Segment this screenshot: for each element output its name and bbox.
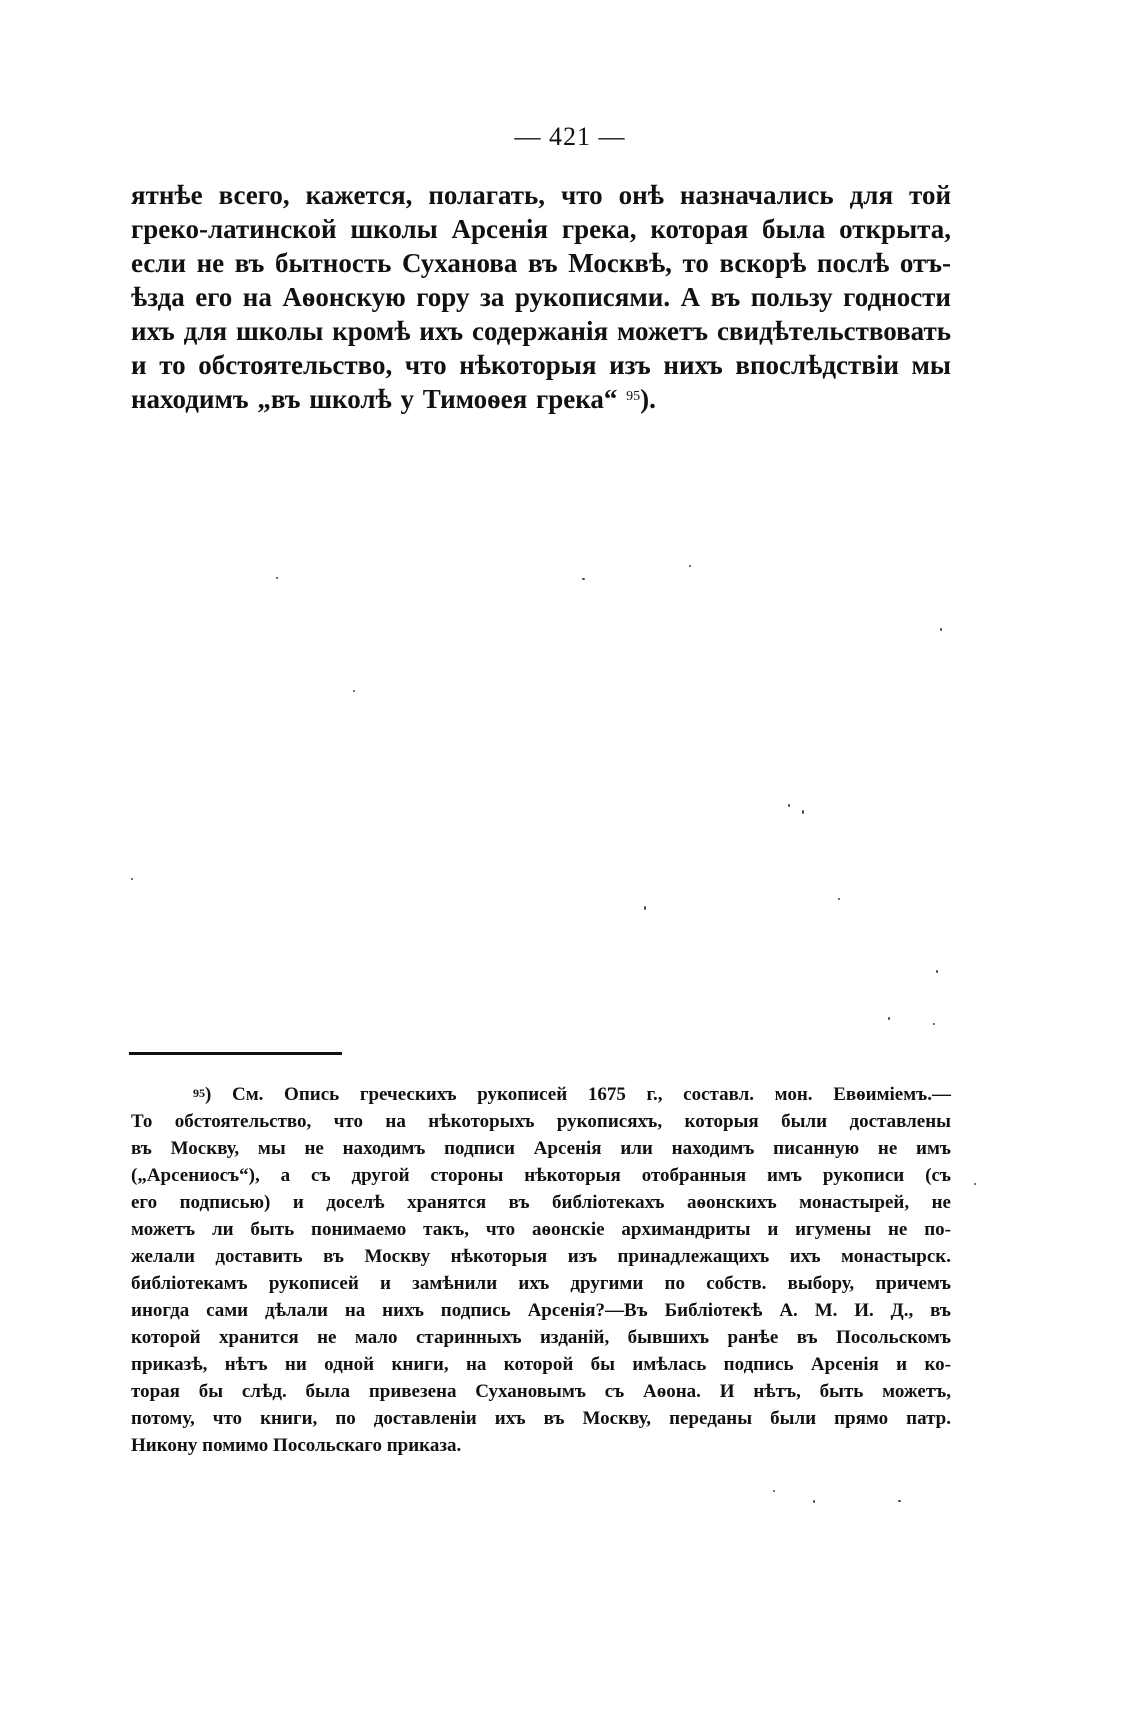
footnote-line-13: потому, что книги, по доставленіи ихъ въ Москву, переданы были прямо патр. xyxy=(131,1408,951,1429)
footnote-line-11: приказѣ, нѣтъ ни одной книги, на которой бы имѣлась подпись Арсенія и ко- xyxy=(131,1354,951,1375)
footnote-line-1 xyxy=(131,1081,951,1108)
main-text-line-3: если не въ бытность Суханова въ Москвѣ, то вскорѣ послѣ отъ- xyxy=(131,248,951,278)
footnote-line-6: можетъ ли быть понимаемо такъ, что аѳонскіе архимандриты и игумены не по- xyxy=(131,1219,951,1240)
footnote-line-3: въ Москву, мы не находимъ подписи Арсенія или находимъ писанную не имъ xyxy=(131,1138,951,1159)
footnote-block xyxy=(131,1081,951,1459)
footnote-line-12: торая бы слѣд. была привезена Сухановымъ съ Аѳона. И нѣтъ, быть можетъ, xyxy=(131,1381,951,1402)
footnote-line-5: его подписью) и доселѣ хранятся въ библіотекахъ аѳонскихъ монастырей, не xyxy=(131,1192,951,1213)
footnote-line-1-text: ) См. Опись греческихъ рукописей 1675 г., составл. мон. Евѳиміемъ.— xyxy=(205,1084,951,1105)
footnote-line-10: которой хранится не мало старинныхъ изданій, бывшихъ ранѣе въ Посольскомъ xyxy=(131,1327,951,1348)
footnote-line-9: иногда сами дѣлали на нихъ подпись Арсенія?—Въ Библіотекѣ А. М. И. Д., въ xyxy=(131,1300,951,1321)
footnote-line-2: То обстоятельство, что на нѣкоторыхъ рукописяхъ, которыя были доставлены xyxy=(131,1111,951,1132)
main-text-line-6: и то обстоятельство, что нѣкоторыя изъ нихъ впослѣдствіи мы xyxy=(131,350,951,380)
main-text-line-7 xyxy=(131,382,951,416)
main-text-closing: ). xyxy=(640,384,656,414)
main-text-line-2: греко-латинской школы Арсенія грека, которая была открыта, xyxy=(131,214,951,244)
footnote-line-7: желали доставить въ Москву нѣкоторыя изъ принадлежащихъ ихъ монастырск. xyxy=(131,1246,951,1267)
main-text-line-5: ихъ для школы кромѣ ихъ содержанія можетъ свидѣтельствовать xyxy=(131,316,951,346)
main-text-line-7-text: находимъ „въ школѣ у Тимоѳея грека“ xyxy=(131,384,618,414)
footnote-line-4: („Арсениосъ“), а съ другой стороны нѣкоторыя отобранныя имъ рукописи (съ xyxy=(131,1165,951,1186)
footnote-divider xyxy=(129,1052,342,1055)
page-number: — 421 — xyxy=(514,122,626,151)
main-text-line-4: ѣзда его на Аѳонскую гору за рукописями. А въ пользу годности xyxy=(131,282,951,312)
footnote-marker: 95 xyxy=(193,1086,205,1100)
main-text-block xyxy=(131,178,951,416)
footnote-line-14: Никону помимо Посольскаго приказа. xyxy=(131,1435,462,1456)
main-text-line-1: ятнѣе всего, кажется, полагать, что онѣ назначались для той xyxy=(131,180,951,210)
footnote-reference[interactable]: 95 xyxy=(626,389,641,404)
footnote-line-8: библіотекамъ рукописей и замѣнили ихъ другими по собств. выбору, причемъ xyxy=(131,1273,951,1294)
